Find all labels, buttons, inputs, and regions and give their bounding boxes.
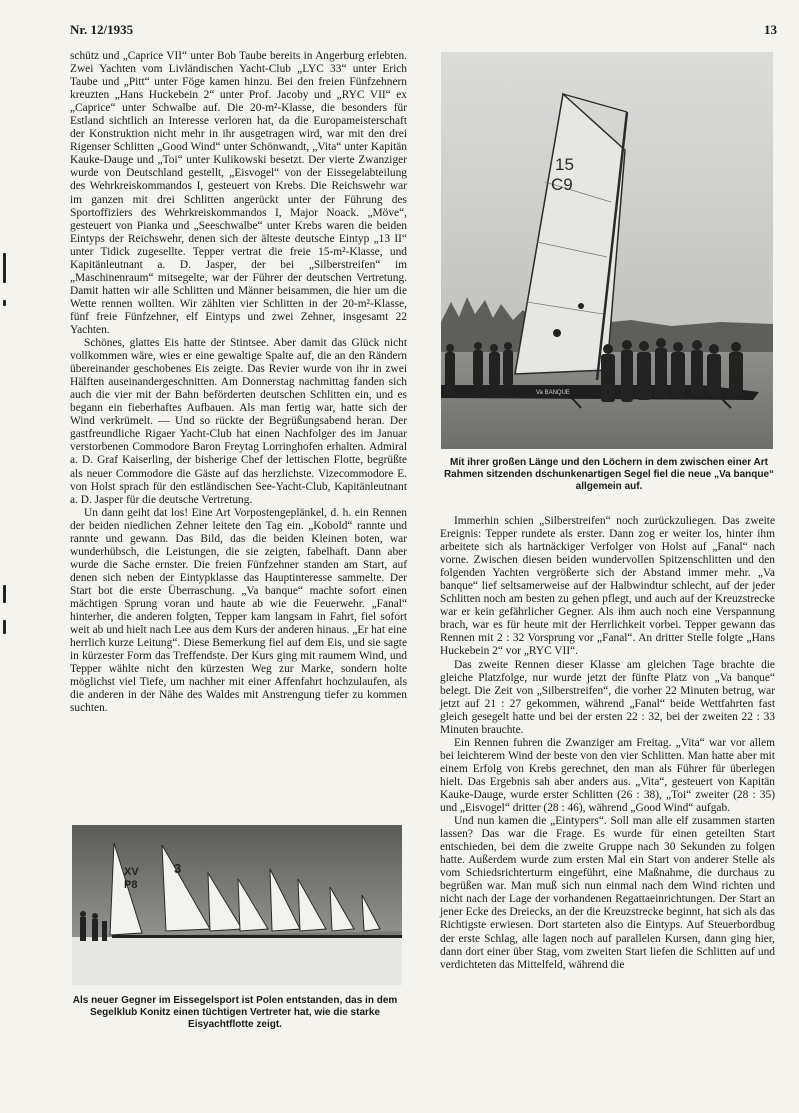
caption-polish-fleet: Als neuer Gegner im Eissegelsport ist Polen entstanden, das in dem Segelklub Konitz einen tüchtigen Vertreter hat, wie die starke Eisyachtflotte zeigt. bbox=[72, 995, 398, 1030]
hull-lettering: Va BANQUE bbox=[536, 390, 570, 396]
sail-number-top: 15 bbox=[555, 155, 574, 174]
paragraph: Das zweite Rennen dieser Klasse am gleichen Tage brachte die gleiche Platzfolge, nur wurde jetzt der fünfte Platz von „Va banque“ belegt. Die Zeit von „Silberstreifen“, die vorher 22 Minuten betrug, war jetzt auf 21 : 27 gekommen, während „Fanal“ beide Wettfahrten fast gleich gesegelt hatte und bei der ersten 22 : 32, bei der zweiten 22 : 33 Minuten brauchte. bbox=[440, 658, 775, 736]
left-column bbox=[70, 50, 407, 715]
paragraph: Ein Rennen fuhren die Zwanziger am Freitag. „Vita“ war vor allem bei leichterem Wind der beste von den vier Schlitten. Man hatte aber mit einem Erfolg von Krebs gerechnet, den man als Führer für überlegen hielt. Das Ergebnis sah aber anders aus. „Vita“, gesteuert von Kapitän Kauke-Dauge, wurde erster Schlitten (26 : 38), „Toi“ zweiter (28 : 35) und „Eisvogel“ dritter (28 : 46), während „Good Wind“ aufgab. bbox=[440, 736, 775, 815]
paragraph: Immerhin schien „Silberstreifen“ noch zurückzuliegen. Das zweite Ereignis: Tepper rundete als erster. Dann zog er weiter los, hinter ihm arbeitete sich als hartnäckiger Verfolger von Holst auf „Fanal“ nach vorne. Zwischen diesen beiden wundervollen Spitzenschlitten und den folgenden Yachten vergrößerte sich der Abstand immer mehr. „Va banque“ lief seltsamerweise auf der Halbwindtur schlecht, auf der jeder Schlitten noch am besten zu gehen pflegt, und auch auf der Kreuzstrecke war er kein gefährlicher Gegner. Als ihm auch noch eine Verspannung brach, war es für heute mit der Herrlichkeit vorbei. Tepper gewann das Rennen mit 2 : 32 Vorsprung vor „Fanal“. An dritter Stelle folgte „Hans Huckebein 2“ vor „RYC VII“. bbox=[440, 515, 775, 658]
sail-mark: XV bbox=[124, 866, 139, 878]
photo-polish-fleet bbox=[72, 825, 402, 985]
paragraph: Un dann geiht dat los! Eine Art Vorpostengeplänkel, d. h. ein Rennen der beiden niedlichen Zehner leitete den Tag ein. „Kobold“ rannte und rannte und gewann. Das Bild, das die beiden Kleinen boten, war wunderhübsch, die Leistungen, die sie zeigten, fabelhaft. Dann aber wurde die Sache ernster. Die freien Fünfzehner standen am Start, auf denen sich neben der Eintypklasse das Hauptinteresse sammelte. Der Start bot die erste Überraschung. „Va banque“ machte sofort einen mächtigen Sprung voran und haute ab wie die Feuerwehr. „Fanal“ hinterher, die anderen folgten, Tepper kam langsam in Fahrt, fiel sofort weit ab und hielt nach Lee aus dem Kurs der anderen hinaus. „Er hat eine herrlich kurze Leitung“. Diese Bemerkung fiel auf dem Eis, und sie sagte in kürzester Form das Treffendste. Der Kurs ging mit raumem Wind, und Tepper wählte nicht den kürzesten Weg zur Marke, sondern holte möglichst viel Tiefe, um nachher mit einer Affenfahrt hochzulaufen, als die anderen in der Nähe des Waldes mit Anstrengung tiefer zu kommen suchten. bbox=[70, 506, 407, 715]
paragraph: schütz und „Caprice VII“ unter Bob Taube bereits in Angerburg erlebten. Zwei Yachten vom Livländischen Yacht-Club „LYC 33“ unter Erich Taube und „Pitt“ unter Föge kamen hinzu. Bei den freien Fünfzehnern kreuzten „Hans Huckebein 2“ unter Prof. Jacoby und „RYC VII“ ex „Caprice“ unter Schwalbe auf. Die 20-m²-Klasse, die besonders für Estland sichtlich an Interesse verloren hat, da die Europameisterschaft der Konstruktion nicht mehr in ihr ausgetragen wird, war mit den drei Rigenser Schlitten „Good Wind“ unter Schönwandt, „Vita“ unter Kapitän Kauke-Dauge und „Toi“ unter Kulikowski besetzt. Der vierte Zwanziger wurde von Deutschland gestellt, „Eisvogel“ von der Eissegelabteilung des Wehrkreiskommandos I, gesteuert von Krebs. Die Reichswehr war im ganzen mit drei Schlitten angerückt unter der Führung des Sportoffiziers des Wehrkreiskommandos I, Major Noack. „Möve“, gesteuert von Pianka und „Seeschwalbe“ unter Krebs waren die beiden Eintyps der Reichswehr, denen sich der älteste deutsche Eintyp „13 II“ unter Tidick zugesellte. Tepper vertrat die freie 15-m²-Klasse, und Kapitänleutnant a. D. Jasper, der bei „Silberstreifen“ im „Maschinenraum“ mitsegelte, war der Führer der deutschen Vertretung. Damit hatten wir alle Schlitten und Männer beisammen, die hier um die Wette rennen wollten. Wir zählten vier Schlitten in der 20-m²-Klasse, fünf freie Fünfzehner, elf Eintyps und zwei Zehner, insgesamt 22 Yachten. bbox=[70, 50, 407, 336]
sail-mark: 3 bbox=[174, 861, 182, 876]
caption-va-banque: Mit ihrer großen Länge und den Löchern in dem zwischen einer Art Rahmen sitzenden dschunkenartigen Segel fiel die neue „Va banque“ allgemein auf. bbox=[443, 457, 775, 492]
right-column bbox=[440, 515, 775, 972]
paragraph: Und nun kamen die „Eintypers“. Soll man alle elf zusammen starten lassen? Das war die Frage. Es wurde für einen geteilten Start entschieden, bei dem die zweite Gruppe nach 30 Sekunden zu folgen hatte. Außerdem wurde zum ersten Mal ein Start von anderer Stelle als vom Schiedsrichterturm eingeführt, eine Maßnahme, die durchaus zu begrüßen war. Man muß sich nun einmal nach dem Wind richten und nicht nach der Lage der vorhandenen Regattaeinrichtungen. Der Start an jener Ecke des Dreiecks, an der die Kreuzstrecke beginnt, hat sich als das Richtigste erwiesen. Dort starteten also die Eintyps. Auf Steuerbordbug der erste Schlag, alle lagen noch auf parallelen Kursen, dann ging hier, dann dort einer über Stag, vom zweiten Start liefen die Schlitten auf und verdichteten das Mittelfeld, während die bbox=[440, 815, 775, 971]
page-number: 13 bbox=[764, 22, 777, 37]
issue-number: Nr. 12/1935 bbox=[70, 22, 134, 37]
sail-number-bottom: C9 bbox=[551, 175, 573, 194]
sail-mark: P8 bbox=[124, 879, 138, 891]
photo-va-banque bbox=[441, 52, 773, 449]
paragraph: Schönes, glattes Eis hatte der Stintsee. Aber damit das Glück nicht vollkommen wäre, wies er eine gewaltige Spalte auf, die an den Rändern übereinander geschobenes Eis zeigte. Das Revier wurde von ihr in zwei Hälften auseinandergeschnitten. Am Donnerstag nachmittag fanden sich auch die vier mit der Bahn beförderten deutschen Schlitten ein, und es begann ein fieberhaftes Aufbauen. Als man fertig war, hatte sich der Wind verkrümelt. — Und so rückte der Begrüßungsabend heran. Der gastfreundliche Rigaer Yacht-Club hat einen Nachfolger des im Januar verstorbenen Commodore Baron Freytag Lorringhofen erhalten. Admiral a. D. Graf Kaiserling, der bisherige Chef der lettischen Flotte, begrüßte als neuer Commodore die Gäste auf das herzlichste. Vizecommodore E. von Holst sprach für den estländischen See-Yacht-Club, Kapitänleutnant a. D. Jasper für die deutsche Vertretung. bbox=[70, 337, 407, 506]
